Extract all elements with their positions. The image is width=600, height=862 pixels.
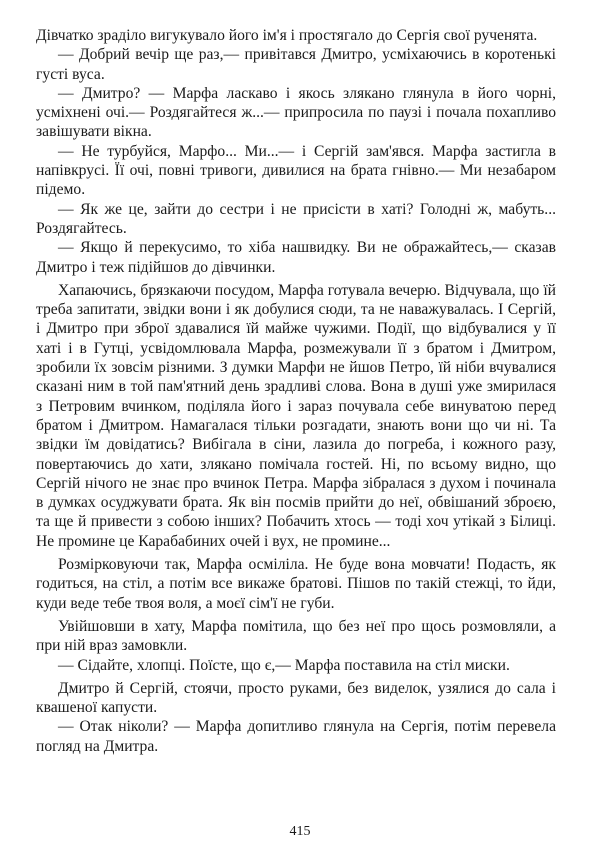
paragraph: Хапаючись, брязкаючи посудом, Марфа готувала вечерю. Відчувала, що їй треба запитати, звідки вони і як добулися сюди, та не наважувалась. І Сергій, і Дмитро при зброї здавалися їй майже чужими. Події, що відбувалися у її хаті і в Гутці, усвідомлювала Марфа, розмежували її з братом і Дмитром, зробили їх зовсім різними. З думки Марфи не йшов Петро, їй ніби вчувалися сказані ним в той пам'ятний день зрадливі слова. Вона в душі уже змирилася з Петровим вчинком, поділяла його і зараз почувала себе винуватою перед братом і Дмитром. Намагалася тільки розгадати, знають вони що чи ні. Та звідки їм довідатись? Вибігала в сіни, лазила до погреба, і кожного разу, повертаючись до хати, злякано помічала гостей. Ні, по всьому видно, що Сергій нічого не знає про вчинок Петра. Марфа зібралася з духом і починала в думках осуджувати брата. Як він посмів прийти до неї, обвішаний зброєю, та ще й привести з собою інших? Побачить хтось — тоді хоч утікай з Білиці. Не промине це Карабабиних очей і вух, не промине...: [36, 281, 556, 550]
paragraph: — Не турбуйся, Марфо... Ми...— і Сергій зам'явся. Марфа застигла в напівкрусі. Її очі, повні тривоги, дивилися на брата гнівно.— Ми незабаром підемо.: [36, 142, 556, 199]
paragraph: Увійшовши в хату, Марфа помітила, що без неї про щось розмовляли, а при ній враз замовкли.: [36, 617, 556, 655]
paragraph: Розмірковуючи так, Марфа осміліла. Не буде вона мовчати! Подасть, як годиться, на стіл, а потім все викаже братові. Пішов по такій стежці, то йди, куди веде тебе твоя воля, а моєї сім'ї не губи.: [36, 556, 556, 612]
paragraph: — Як же це, зайти до сестри і не присісти в хаті? Голодні ж, мабуть... Роздягайтесь.: [36, 200, 556, 237]
paragraph: — Добрий вечір ще раз,— привітався Дмитро, усміхаючись в коротенькі густі вуса.: [36, 46, 556, 83]
paragraph: Дмитро й Сергій, стоячи, просто руками, без виделок, узялися до сала і квашеної капусти.: [36, 679, 556, 717]
paragraph: — Якщо й перекусимо, то хіба нашвидку. Ви не ображайтесь,— сказав Дмитро і теж підійшов до дівчинки.: [36, 239, 556, 276]
paragraph: Дівчатко зраділо вигукувало його ім'я і простягало до Сергія свої рученята.: [36, 27, 538, 44]
paragraph: — Отак ніколи? — Марфа допитливо глянула на Сергія, потім перевела погляд на Дмитра.: [36, 718, 556, 755]
paragraph: — Сідайте, хлопці. Поїсте, що є,— Марфа поставила на стіл миски.: [58, 656, 510, 674]
document-page: [36, 26, 556, 756]
page-number: 415: [289, 824, 311, 839]
paragraph: — Дмитро? — Марфа ласкаво і якось злякано глянула в його чорні, усміхнені очі.— Роздягайтеся ж...— припросила по паузі і почала похапливо завішувати вікна.: [36, 84, 556, 141]
